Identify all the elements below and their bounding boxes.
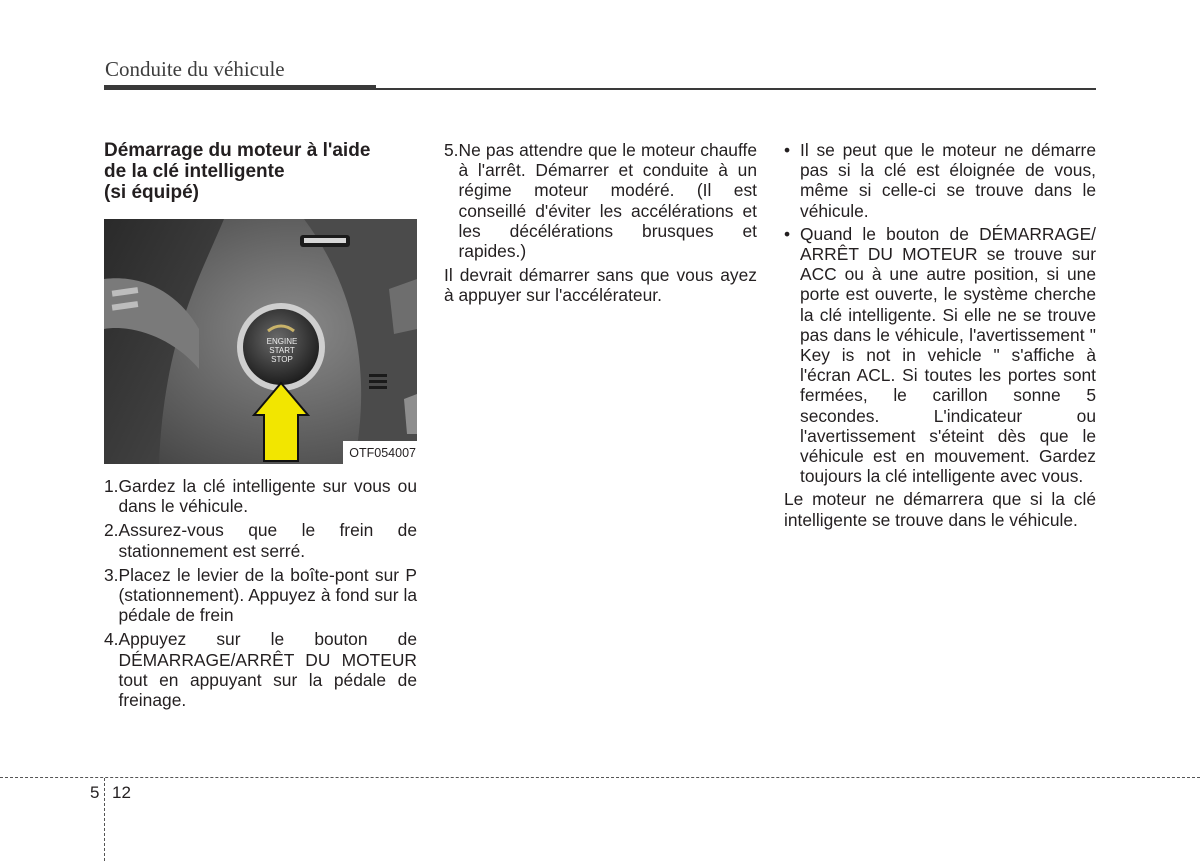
header-title: Conduite du véhicule [105, 57, 285, 81]
step-text: Appuyez sur le bouton de DÉMARRAGE/ARRÊT DU MOTEUR tout en appuyant sur la pédale de freinage. [118, 629, 417, 711]
dashboard-illustration [104, 219, 417, 464]
footer-vertical-divider [104, 778, 105, 861]
step-5 [444, 140, 757, 261]
section-title-line-1: Démarrage du moteur à l'aide [104, 140, 371, 161]
paragraph: Il devrait démarrer sans que vous ayez à appuyer sur l'accélérateur. [444, 265, 757, 306]
step-1 [104, 476, 417, 516]
bullet-text: Quand le bouton de DÉMARRAGE/ ARRÊT DU MOTEUR se trouve sur ACC ou à une autre position, si une porte est ouverte, le système cherche la clé intelligente. Si elle ne se trouve pas dans le véhicule, l'avertissement " Key is not in vehicle " s'affiche à l'écran ACL. Si toutes les portes sont fermées, le carillon sonne 5 secondes. L'indicateur ou l'avertissement s'éteint dès que le véhicule est en mouvement. Gardez toujours la clé intelligente avec vous. [800, 223, 1096, 487]
bullet-item [784, 140, 1096, 221]
paragraph: Le moteur ne démarrera que si la clé intelligente se trouve dans le véhicule. [784, 489, 1096, 530]
step-3 [104, 565, 417, 626]
step-number: 3. [104, 564, 119, 585]
step-number: 2. [104, 520, 119, 541]
step-number: 1. [104, 476, 119, 496]
figure-code: OTF054007 [343, 441, 417, 464]
step-text: Ne pas attendre que le moteur chauffe à l'arrêt. Démarrer et conduite à un régime moteur modéré. (Il est conseillé d'éviter les accélérations et les décélérations brusques et rapides.) [458, 140, 757, 262]
section-title-line-3: (si équipé) [104, 182, 200, 203]
step-text: Gardez la clé intelligente sur vous ou dans le véhicule. [118, 476, 417, 517]
bullet-text: Il se peut que le moteur ne démarre pas si la clé est éloignée de vous, même si celle-ci se trouve dans le véhicule. [800, 140, 1096, 221]
header-rule-thin [376, 88, 1096, 90]
section-title [104, 140, 417, 203]
bullet-icon: • [784, 223, 791, 244]
step-text: Assurez-vous que le frein de stationnement est serré. [118, 520, 417, 561]
bullet-icon: • [784, 140, 791, 160]
chapter-number: 5 [90, 783, 100, 802]
column-1 [104, 140, 417, 714]
engine-button-label [264, 337, 300, 364]
button-text-engine: ENGINE [266, 337, 298, 346]
step-text: Placez le levier de la boîte-pont sur P (stationnement). Appuyez à fond sur la pédale de frein [118, 564, 417, 626]
button-text-start: START [269, 346, 295, 355]
footer-divider [0, 777, 1200, 778]
column-3 [784, 140, 1096, 534]
step-number: 5. [444, 140, 459, 160]
step-number: 4. [104, 629, 119, 650]
section-title-line-2: de la clé intelligente [104, 161, 285, 182]
header-rule-thick [104, 85, 376, 90]
step-4 [104, 629, 417, 710]
step-2 [104, 520, 417, 560]
column-2 [444, 140, 757, 310]
button-text-stop: STOP [271, 355, 293, 364]
bullet-item [784, 224, 1096, 487]
page-number: 12 [112, 783, 131, 802]
engine-start-button-photo [104, 219, 417, 464]
